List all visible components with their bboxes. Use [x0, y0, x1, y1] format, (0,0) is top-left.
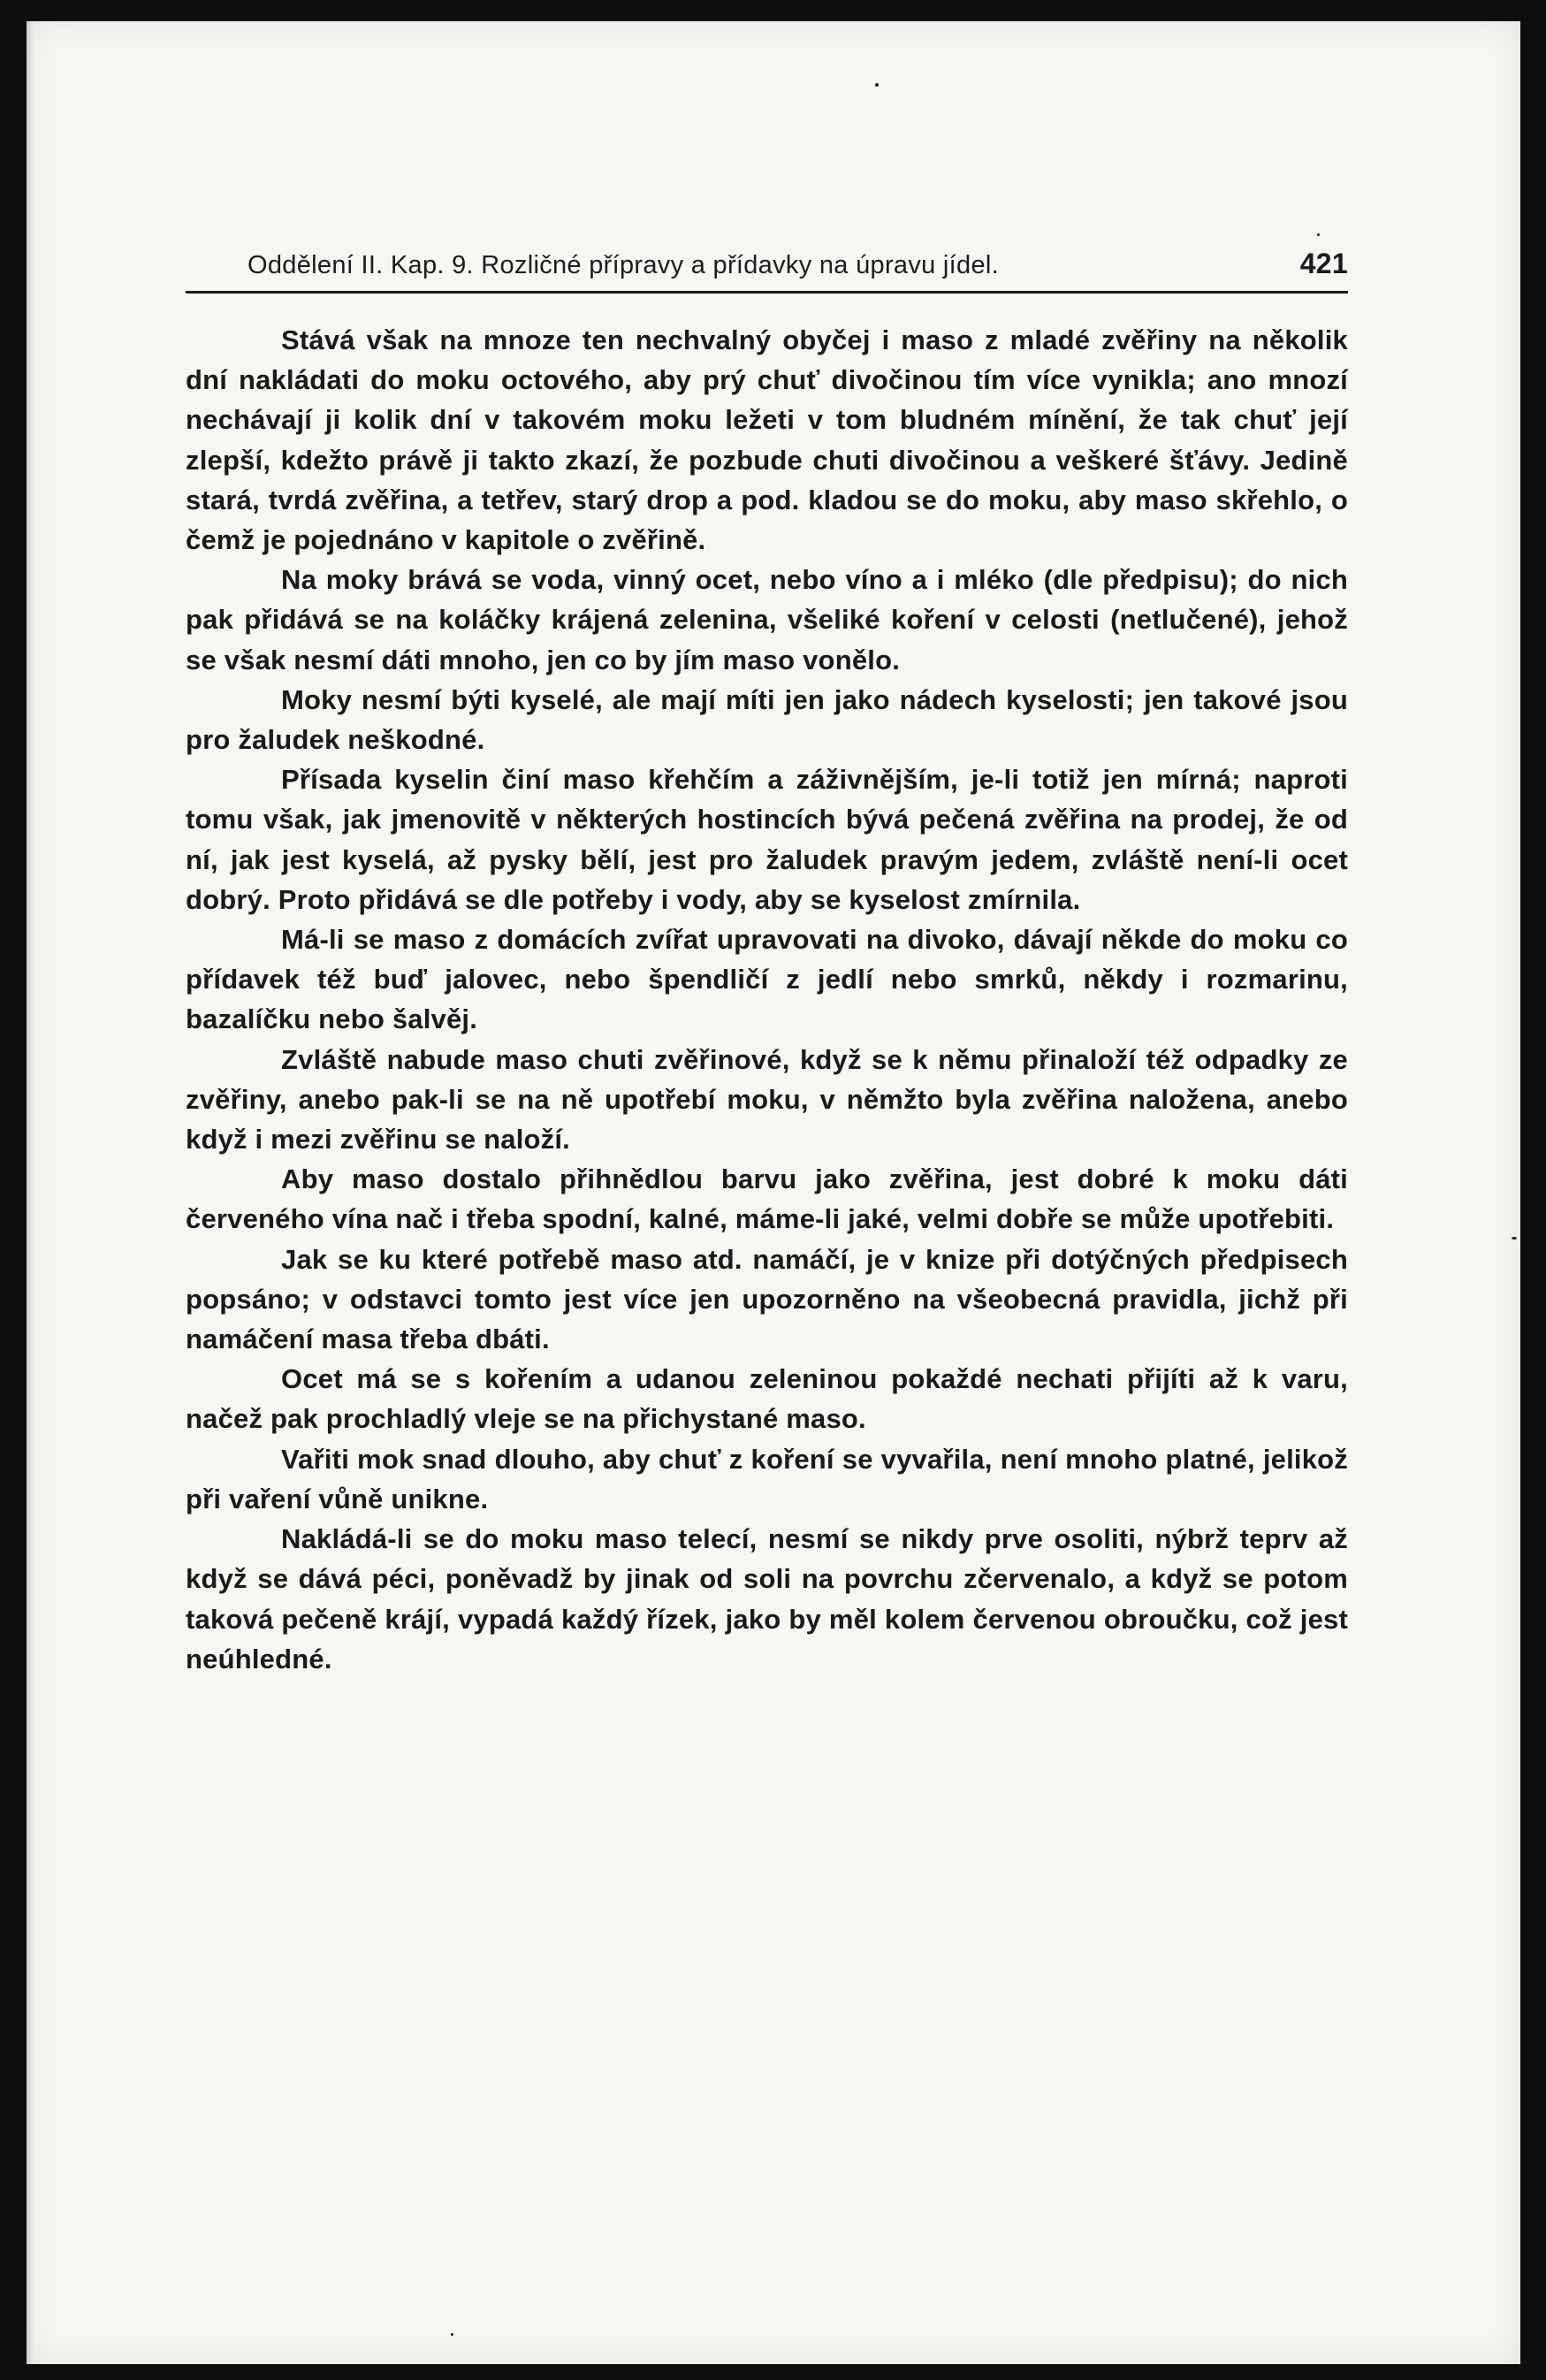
- paragraph: Moky nesmí býti kyselé, ale mají míti jen jako nádech kyselosti; jen takové jsou pro žaludek neškodné.: [186, 683, 1348, 756]
- running-header: [186, 247, 1348, 282]
- page-edge-shadow: [27, 21, 34, 2364]
- paragraph: Jak se ku které potřebě maso atd. namáčí, je v knize při dotýčných předpisech popsáno; v odstavci tomto jest více jen upozorněno na všeobecná pravidla, jichž při namáčení masa třeba dbáti.: [186, 1243, 1348, 1355]
- paragraph: Má-li se maso z domácích zvířat upravovati na divoko, dávají někde do moku co přídavek též buď jalovec, nebo špendličí z jedlí nebo smrků, někdy i rozmarinu, bazalíčku nebo šalvěj.: [186, 924, 1348, 1035]
- page-content: [186, 247, 1348, 1679]
- running-title: Oddělení II. Kap. 9. Rozličné přípravy a přídavky na úpravu jídel.: [248, 251, 999, 279]
- page-number: 421: [1299, 248, 1348, 279]
- paragraph: Přísada kyselin činí maso křehčím a záživnějším, je-li totiž jen mírná; naproti tomu však, jak jmenovitě v některých hostincích bývá pečená zvěřina na prodej, že od ní, jak jest kyselá, až pysky bělí, jest pro žaludek pravým jedem, zvláště není-li ocet dobrý. Proto přidává se dle potřeby i vody, aby se kyselost zmírnila.: [186, 764, 1348, 915]
- book-page: [27, 21, 1520, 2364]
- paragraph: Na moky brává se voda, vinný ocet, nebo víno a i mléko (dle předpisu); do nich pak přidává se na koláčky krájená zelenina, všeliké koření v celosti (netlučené), jehož se však nesmí dáti mnoho, jen co by jím maso vonělo.: [186, 564, 1348, 675]
- paragraph: Zvláště nabude maso chuti zvěřinové, když se k němu přinaloží též odpadky ze zvěřiny, anebo pak-li se na ně upotřebí moku, v němžto byla zvěřina naložena, anebo když i mezi zvěřinu se naloží.: [186, 1043, 1348, 1156]
- paragraph: Ocet má se s kořením a udanou zeleninou pokaždé nechati přijíti až k varu, načež pak prochladlý vleje se na přichystané maso.: [186, 1363, 1348, 1435]
- body-text: [186, 320, 1348, 1679]
- paragraph: Aby maso dostalo přihnědlou barvu jako zvěřina, jest dobré k moku dáti červeného vína nač i třeba spodní, kalné, máme-li jaké, velmi dobře se může upotřebiti.: [186, 1163, 1348, 1235]
- paragraph: Nakládá-li se do moku maso telecí, nesmí se nikdy prve osoliti, nýbrž teprv až když se dává péci, poněvadž by jinak od soli na povrchu zčervenalo, a když se potom taková pečeně krájí, vypadá každý řízek, jako by měl kolem červenou obroučku, což jest neúhledné.: [186, 1523, 1348, 1674]
- header-rule: [186, 291, 1348, 294]
- paragraph: Stává však na mnoze ten nechvalný obyčej i maso z mladé zvěřiny na několik dní nakládati do moku octového, aby prý chuť divočinou tím více vynikla; ano mnozí nechávají ji kolik dní v takovém moku ležeti v tom bludném mínění, že tak chuť její zlepší, kdežto právě ji takto zkazí, že pozbude chuti divočinou a veškeré šťávy. Jedině stará, tvrdá zvěřina, a tetřev, starý drop a pod. kladou se do moku, aby maso skřehlo, o čemž je pojednáno v kapitole o zvěřině.: [186, 324, 1348, 556]
- paragraph: Vařiti mok snad dlouho, aby chuť z koření se vyvařila, není mnoho platné, jelikož při vaření vůně unikne.: [186, 1443, 1348, 1514]
